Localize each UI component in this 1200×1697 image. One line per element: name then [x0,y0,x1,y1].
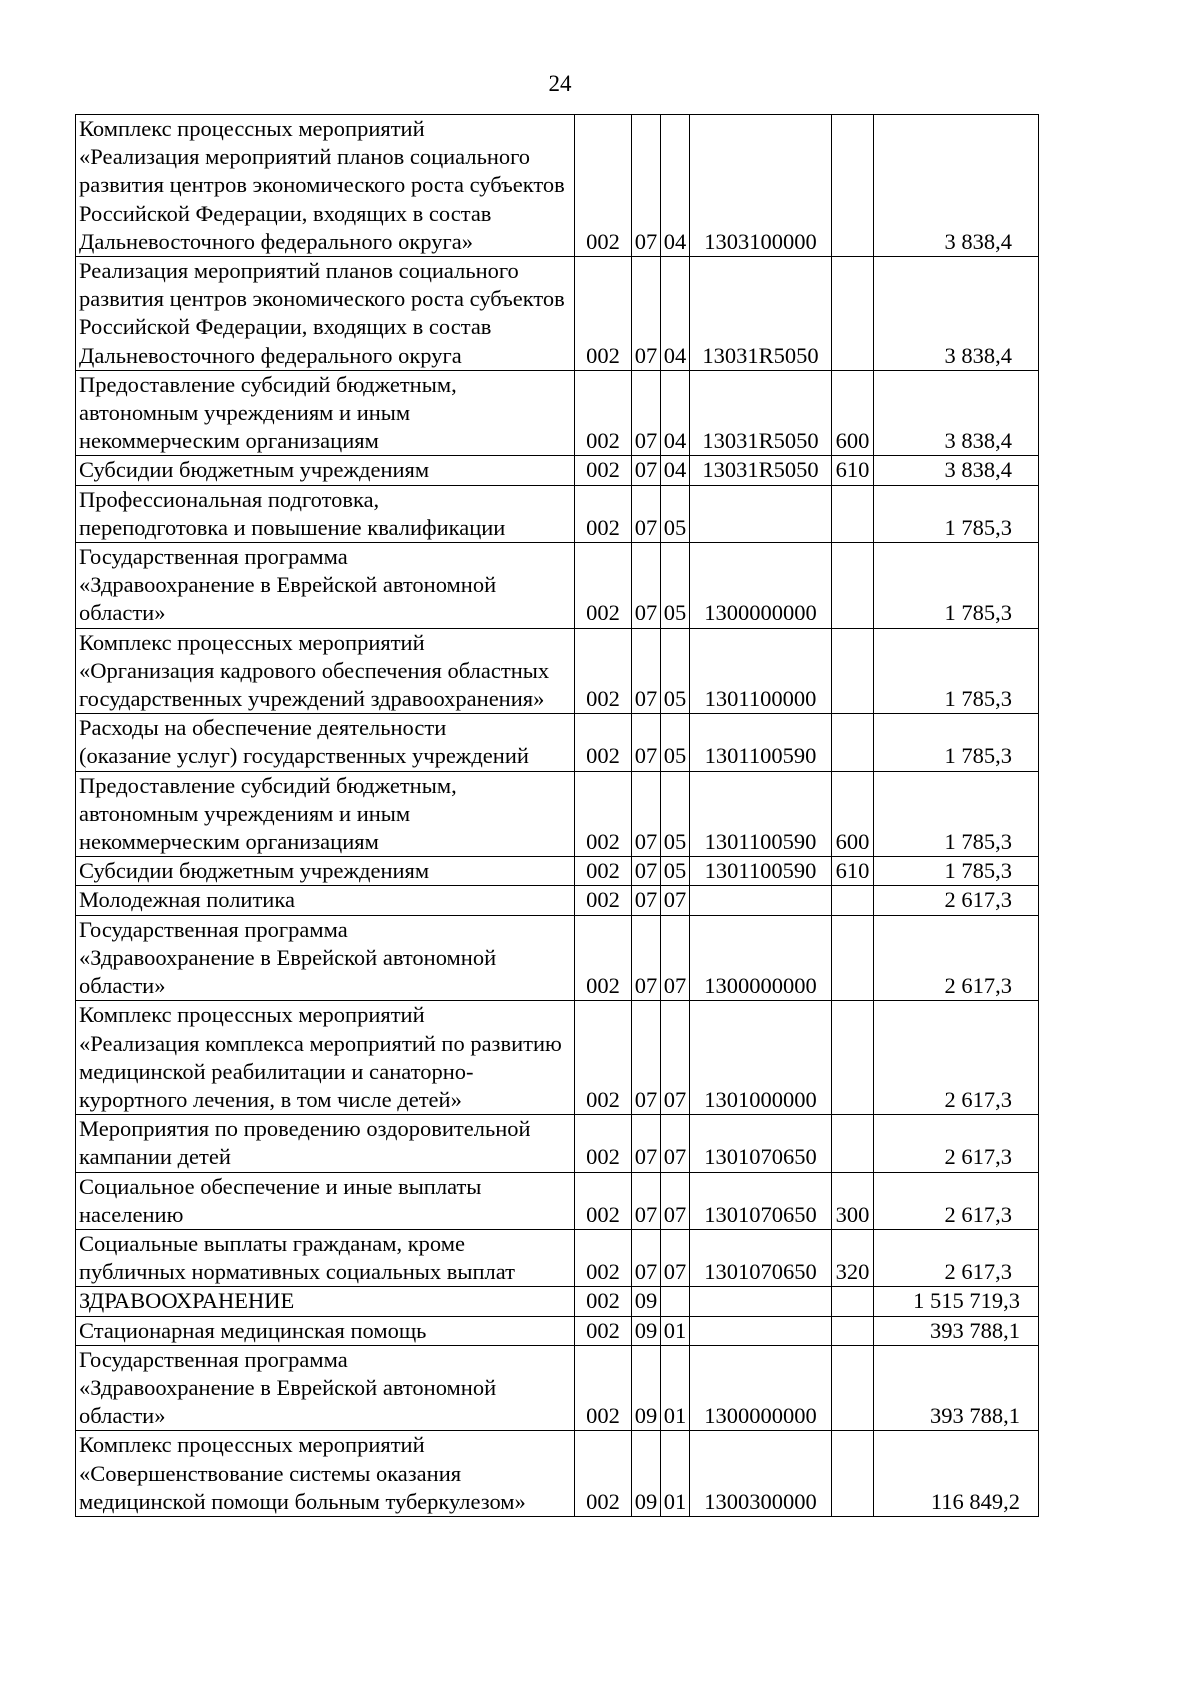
row-subsection-code [661,1287,690,1316]
row-name: Расходы на обеспечение деятельности (оказание услуг) государственных учреждений [76,714,575,771]
row-section-code: 07 [632,257,661,371]
row-expense-type [832,1001,874,1115]
row-amount: 3 838,4 [874,115,1039,257]
row-amount: 3 838,4 [874,370,1039,456]
row-admin-code: 002 [575,257,632,371]
row-amount: 1 785,3 [874,714,1039,771]
row-section-code: 09 [632,1345,661,1431]
row-amount: 3 838,4 [874,456,1039,485]
row-subsection-code: 05 [661,485,690,542]
row-section-code: 07 [632,456,661,485]
row-name: Государственная программа «Здравоохранение в Еврейской автономной области» [76,915,575,1001]
row-expense-type: 300 [832,1172,874,1229]
row-admin-code: 002 [575,1229,632,1286]
row-admin-code: 002 [575,1431,632,1517]
row-admin-code: 002 [575,714,632,771]
row-name: Социальное обеспечение и иные выплаты населению [76,1172,575,1229]
row-subsection-code: 01 [661,1316,690,1345]
row-expense-type [832,257,874,371]
row-admin-code: 002 [575,485,632,542]
row-section-code: 07 [632,1229,661,1286]
row-target-code: 1301070650 [690,1115,832,1172]
row-amount: 2 617,3 [874,886,1039,915]
row-amount: 393 788,1 [874,1316,1039,1345]
row-subsection-code: 04 [661,257,690,371]
table-row [76,1345,1039,1431]
row-target-code: 1300000000 [690,543,832,629]
row-subsection-code: 05 [661,857,690,886]
row-target-code: 1301100590 [690,714,832,771]
row-expense-type [832,1345,874,1431]
row-name: Комплекс процессных мероприятий «Реализация комплекса мероприятий по развитию медицинской реабилитации и санаторно-курортного лечения, в том числе детей» [76,1001,575,1115]
row-name: Молодежная политика [76,886,575,915]
row-section-code: 07 [632,714,661,771]
row-target-code: 1300300000 [690,1431,832,1517]
row-target-code [690,886,832,915]
row-expense-type [832,485,874,542]
row-expense-type: 600 [832,771,874,857]
row-name: Комплекс процессных мероприятий «Организация кадрового обеспечения областных государственных учреждений здравоохранения» [76,628,575,714]
row-expense-type [832,714,874,771]
row-expense-type [832,915,874,1001]
table-row [76,1001,1039,1115]
row-subsection-code: 01 [661,1431,690,1517]
table-row [76,771,1039,857]
row-target-code: 1301100590 [690,857,832,886]
row-target-code: 1300000000 [690,915,832,1001]
row-admin-code: 002 [575,886,632,915]
row-amount: 1 785,3 [874,857,1039,886]
row-name: Комплекс процессных мероприятий «Совершенствование системы оказания медицинской помощи больным туберкулезом» [76,1431,575,1517]
row-expense-type [832,543,874,629]
row-amount: 1 785,3 [874,543,1039,629]
row-name: Мероприятия по проведению оздоровительной кампании детей [76,1115,575,1172]
row-admin-code: 002 [575,628,632,714]
row-section-code: 07 [632,370,661,456]
row-amount: 1 515 719,3 [874,1287,1039,1316]
row-admin-code: 002 [575,456,632,485]
row-subsection-code: 01 [661,1345,690,1431]
row-admin-code: 002 [575,543,632,629]
row-subsection-code: 05 [661,628,690,714]
table-row [76,370,1039,456]
row-amount: 2 617,3 [874,1115,1039,1172]
row-admin-code: 002 [575,1172,632,1229]
row-target-code: 1301000000 [690,1001,832,1115]
table-row [76,485,1039,542]
row-section-code: 07 [632,771,661,857]
row-expense-type: 600 [832,370,874,456]
row-amount: 1 785,3 [874,771,1039,857]
table-row [76,857,1039,886]
row-section-code: 07 [632,1172,661,1229]
row-subsection-code: 07 [661,1001,690,1115]
row-amount: 116 849,2 [874,1431,1039,1517]
row-amount: 393 788,1 [874,1345,1039,1431]
row-name: Комплекс процессных мероприятий «Реализация мероприятий планов социального развития центров экономического роста субъектов Российской Федерации, входящих в состав Дальневосточного федерального округа» [76,115,575,257]
table-row [76,1431,1039,1517]
row-amount: 2 617,3 [874,1172,1039,1229]
table-row [76,714,1039,771]
row-name: Предоставление субсидий бюджетным, автономным учреждениям и иным некоммерческим организациям [76,771,575,857]
row-section-code: 07 [632,115,661,257]
budget-table [75,114,1039,1517]
row-admin-code: 002 [575,1287,632,1316]
page-number: 24 [548,71,572,96]
row-subsection-code: 07 [661,1229,690,1286]
row-subsection-code: 04 [661,115,690,257]
row-section-code: 07 [632,886,661,915]
row-subsection-code: 07 [661,915,690,1001]
row-section-code: 07 [632,915,661,1001]
row-name: Стационарная медицинская помощь [76,1316,575,1345]
table-row [76,1229,1039,1286]
table-row [76,628,1039,714]
row-subsection-code: 04 [661,456,690,485]
row-expense-type [832,628,874,714]
row-amount: 2 617,3 [874,915,1039,1001]
row-admin-code: 002 [575,115,632,257]
row-name: Предоставление субсидий бюджетным, автономным учреждениям и иным некоммерческим организациям [76,370,575,456]
row-target-code: 13031R5050 [690,257,832,371]
row-section-code: 09 [632,1287,661,1316]
row-admin-code: 002 [575,857,632,886]
row-expense-type [832,886,874,915]
table-row [76,1316,1039,1345]
table-row [76,915,1039,1001]
row-name: Субсидии бюджетным учреждениям [76,456,575,485]
row-expense-type [832,1431,874,1517]
row-expense-type: 320 [832,1229,874,1286]
table-row [76,886,1039,915]
row-admin-code: 002 [575,915,632,1001]
row-subsection-code: 07 [661,1115,690,1172]
row-subsection-code: 07 [661,1172,690,1229]
row-name: Государственная программа «Здравоохранение в Еврейской автономной области» [76,1345,575,1431]
row-subsection-code: 04 [661,370,690,456]
row-section-code: 07 [632,543,661,629]
row-subsection-code: 05 [661,543,690,629]
row-subsection-code: 07 [661,886,690,915]
row-target-code: 13031R5050 [690,456,832,485]
row-target-code [690,485,832,542]
row-name: Социальные выплаты гражданам, кроме публичных нормативных социальных выплат [76,1229,575,1286]
row-target-code: 1303100000 [690,115,832,257]
row-expense-type [832,115,874,257]
row-target-code [690,1316,832,1345]
row-section-code: 07 [632,1115,661,1172]
row-target-code: 1301100000 [690,628,832,714]
table-row [76,543,1039,629]
row-admin-code: 002 [575,1115,632,1172]
table-row [76,257,1039,371]
row-target-code: 13031R5050 [690,370,832,456]
row-target-code [690,1287,832,1316]
row-name: Реализация мероприятий планов социального развития центров экономического роста субъектов Российской Федерации, входящих в состав Дальневосточного федерального округа [76,257,575,371]
row-target-code: 1301070650 [690,1172,832,1229]
row-section-code: 07 [632,857,661,886]
row-section-code: 07 [632,1001,661,1115]
row-section-code: 07 [632,628,661,714]
row-expense-type: 610 [832,456,874,485]
row-subsection-code: 05 [661,714,690,771]
row-name: Профессиональная подготовка, переподготовка и повышение квалификации [76,485,575,542]
row-target-code: 1301070650 [690,1229,832,1286]
row-amount: 2 617,3 [874,1229,1039,1286]
row-admin-code: 002 [575,1001,632,1115]
row-admin-code: 002 [575,370,632,456]
row-target-code: 1300000000 [690,1345,832,1431]
table-row [76,456,1039,485]
row-section-code: 07 [632,485,661,542]
table-row [76,115,1039,257]
row-admin-code: 002 [575,771,632,857]
row-subsection-code: 05 [661,771,690,857]
row-admin-code: 002 [575,1345,632,1431]
row-expense-type [832,1287,874,1316]
row-amount: 3 838,4 [874,257,1039,371]
row-target-code: 1301100590 [690,771,832,857]
row-expense-type: 610 [832,857,874,886]
row-amount: 1 785,3 [874,485,1039,542]
row-section-code: 09 [632,1431,661,1517]
budget-table-body [76,115,1039,1517]
table-row [76,1287,1039,1316]
row-section-code: 09 [632,1316,661,1345]
row-name: ЗДРАВООХРАНЕНИЕ [76,1287,575,1316]
row-name: Субсидии бюджетным учреждениям [76,857,575,886]
row-amount: 1 785,3 [874,628,1039,714]
row-name: Государственная программа «Здравоохранение в Еврейской автономной области» [76,543,575,629]
row-admin-code: 002 [575,1316,632,1345]
row-expense-type [832,1316,874,1345]
row-amount: 2 617,3 [874,1001,1039,1115]
table-row [76,1172,1039,1229]
table-row [76,1115,1039,1172]
row-expense-type [832,1115,874,1172]
